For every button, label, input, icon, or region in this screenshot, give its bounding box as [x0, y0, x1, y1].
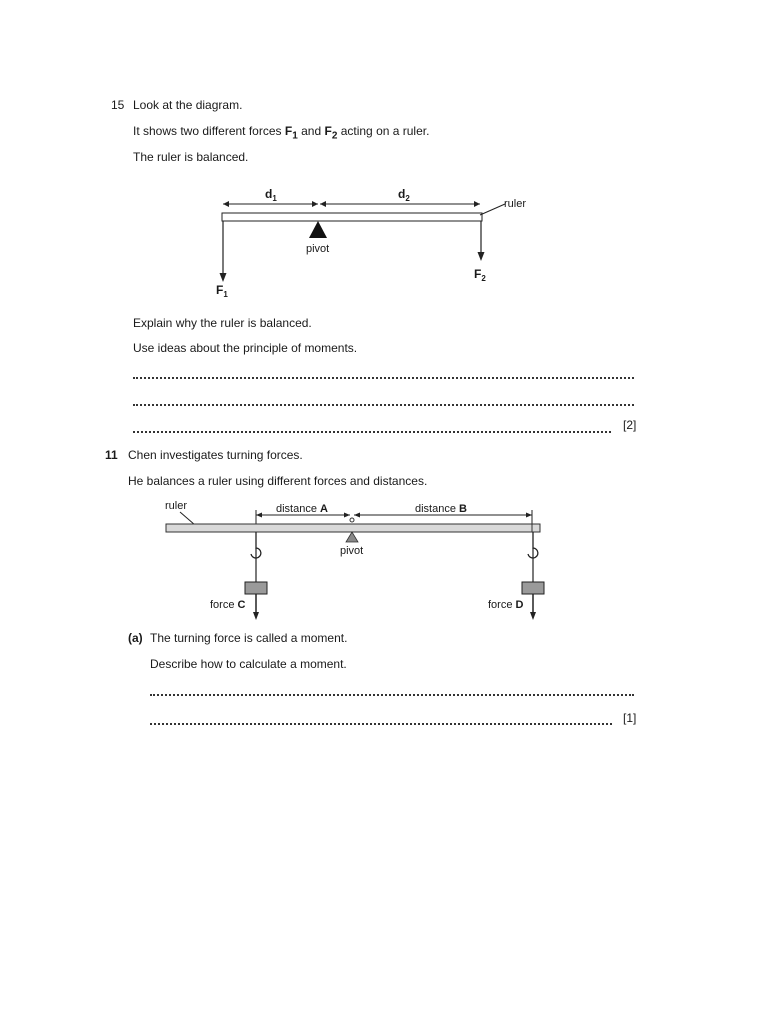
f1-symbol: F	[284, 124, 293, 138]
ruler-bar	[166, 524, 540, 532]
answer-line[interactable]	[133, 404, 634, 406]
left-weight	[245, 582, 267, 594]
force-d-label: force D	[488, 599, 524, 611]
line2-mid: and	[297, 124, 325, 138]
d2-arrow-right	[474, 201, 480, 207]
question-11-line1: Chen investigates turning forces.	[128, 448, 303, 462]
question-11-line2: He balances a ruler using different forces and distances.	[128, 474, 428, 488]
line2-post: acting on a ruler.	[337, 124, 430, 138]
d1-label: $d_1$	[265, 187, 277, 203]
question-15-marks: [2]	[623, 418, 637, 432]
question-15-line1: Look at the diagram.	[133, 98, 243, 112]
pivot-pin	[350, 518, 354, 522]
force-c-arrow-head	[253, 612, 259, 620]
question-15-explain: Explain why the ruler is balanced.	[133, 316, 312, 330]
question-15-number: 15	[111, 98, 125, 112]
line2-pre: It shows two different forces	[133, 124, 285, 138]
f1-arrow-head	[220, 273, 227, 282]
f2-label: $F_2$	[474, 267, 486, 283]
pivot-label: pivot	[340, 545, 364, 557]
f2-arrow-head	[478, 252, 485, 261]
pivot-label: pivot	[306, 243, 330, 255]
distance-a-label: distance A	[276, 503, 328, 515]
d1-arrow-right	[312, 201, 318, 207]
d2-arrow-left	[320, 201, 326, 207]
question-15-line3: The ruler is balanced.	[133, 150, 249, 164]
distance-a-arrow-left	[256, 513, 262, 518]
f2-sub: 2	[331, 130, 338, 142]
ruler-label: ruler	[504, 198, 527, 210]
ruler-bar	[222, 213, 482, 221]
f1-sub: 1	[292, 130, 298, 142]
f1-label: $F_1$	[216, 283, 228, 299]
distance-b-arrow-left	[354, 513, 360, 518]
question-15-diagram	[0, 0, 768, 310]
pivot-triangle	[346, 532, 358, 542]
answer-line[interactable]	[133, 377, 634, 379]
answer-line[interactable]	[133, 431, 611, 433]
force-c-label: force C	[210, 599, 246, 611]
d1-arrow-left	[223, 201, 229, 207]
pivot-triangle	[309, 221, 327, 238]
question-11-number: 11	[105, 448, 118, 462]
distance-a-arrow-right	[344, 513, 350, 518]
distance-b-arrow-right	[526, 513, 532, 518]
part-a-text: The turning force is called a moment.	[150, 631, 348, 645]
ruler-label: ruler	[165, 500, 188, 512]
part-a-question: Describe how to calculate a moment.	[150, 657, 347, 671]
answer-line[interactable]	[150, 723, 612, 725]
d2-label: $d_2$	[398, 187, 410, 203]
right-weight	[522, 582, 544, 594]
question-15-hint: Use ideas about the principle of moments.	[133, 341, 358, 355]
force-d-arrow-head	[530, 612, 536, 620]
question-11-diagram	[0, 490, 768, 630]
question-11-marks: [1]	[623, 711, 637, 725]
answer-line[interactable]	[150, 694, 634, 696]
ruler-leader-line	[180, 512, 195, 525]
f2-symbol: F	[324, 124, 332, 138]
ruler-leader-line	[480, 204, 505, 215]
distance-b-label: distance B	[415, 503, 467, 515]
part-a-label: (a)	[128, 631, 143, 645]
